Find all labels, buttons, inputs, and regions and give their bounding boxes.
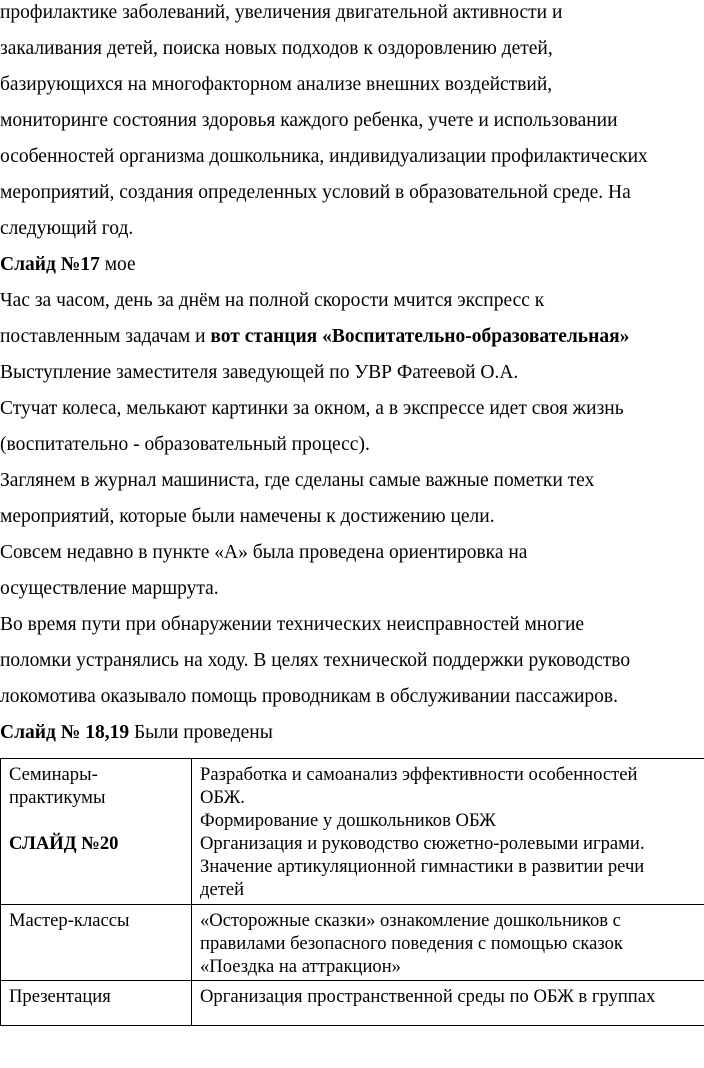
slide-18-19-heading: [0, 721, 273, 745]
body-line: поломки устранялись на ходу. В целях технической поддержки руководство: [0, 650, 631, 671]
slide-note: мое: [99, 254, 136, 275]
paragraph-line: особенностей организма дошкольника, индивидуализации профилактических: [0, 146, 648, 167]
slide-17-heading: [0, 253, 136, 277]
event-item: Организация и руководство сюжетно-ролевыми играми.: [200, 833, 645, 854]
paragraph-line: базирующихся на многофакторном анализе внешних воздействий,: [0, 74, 553, 95]
event-item: Формирование у дошкольников ОБЖ: [200, 810, 496, 831]
event-items-cell: [192, 905, 704, 981]
event-type-cell: [1, 759, 192, 905]
express-line-1: Час за часом, день за днём на полной скорости мчится экспресс к: [0, 290, 545, 311]
slide-label: Слайд №17: [0, 254, 100, 275]
paragraph-line: следующий год.: [0, 218, 134, 239]
body-line: мероприятий, которые были намечены к достижению цели.: [0, 506, 495, 527]
table-row: [1, 905, 704, 981]
paragraph-line: мониторинге состояния здоровья каждого ребенка, учете и использовании: [0, 110, 618, 131]
event-type-text: практикумы: [9, 787, 106, 808]
event-items-cell: [192, 981, 704, 1026]
event-type-cell: [1, 981, 192, 1026]
body-line: Во время пути при обнаружении технических неисправностей многие: [0, 614, 585, 635]
table-row: [1, 759, 704, 905]
event-items-cell: [192, 759, 704, 905]
event-item: правилами безопасного поведения с помощью сказок: [200, 933, 623, 954]
slide-label: Слайд № 18,19: [0, 722, 130, 743]
body-line: Стучат колеса, мелькают картинки за окном, а в экспрессе идет своя жизнь: [0, 398, 624, 419]
event-item: детей: [200, 879, 245, 900]
paragraph-line: мероприятий, создания определенных условий в образовательной среде. На: [0, 182, 631, 203]
paragraph-line: закаливания детей, поиска новых подходов к оздоровлению детей,: [0, 38, 553, 59]
event-type-text: Мастер-классы: [9, 910, 130, 931]
express-text: поставленным задачам и: [0, 326, 211, 347]
event-item: «Осторожные сказки» ознакомление дошкольников с: [200, 910, 621, 931]
slide-note: Были проведены: [129, 722, 273, 743]
event-type-cell: [1, 905, 192, 981]
body-line: Заглянем в журнал машиниста, где сделаны самые важные пометки тех: [0, 470, 595, 491]
paragraph-line: профилактике заболеваний, увеличения двигательной активности и: [0, 2, 563, 23]
event-item: Организация пространственной среды по ОБЖ в группах: [200, 986, 656, 1007]
event-type-text: Презентация: [9, 986, 111, 1007]
slide-20-label: СЛАЙД №20: [9, 833, 119, 854]
event-item: ОБЖ.: [200, 787, 245, 808]
event-item: Значение артикуляционной гимнастики в развитии речи: [200, 856, 645, 877]
body-line: Совсем недавно в пункте «А» была проведена ориентировка на: [0, 542, 528, 563]
event-type-text: Семинары-: [9, 764, 98, 785]
body-line: (воспитательно - образовательный процесс).: [0, 434, 370, 455]
events-table: [0, 758, 704, 1026]
body-line: локомотива оказывало помощь проводникам в обслуживании пассажиров.: [0, 686, 618, 707]
body-line: Выступление заместителя заведующей по УВР Фатеевой О.А.: [0, 362, 519, 383]
body-line: осуществление маршрута.: [0, 578, 219, 599]
event-item: «Поездка на аттракцион»: [200, 956, 401, 977]
table-row: [1, 981, 704, 1026]
event-item: Разработка и самоанализ эффективности особенностей: [200, 764, 638, 785]
station-name: вот станция «Воспитательно-образовательная»: [210, 326, 630, 347]
express-line-2: [0, 325, 629, 349]
